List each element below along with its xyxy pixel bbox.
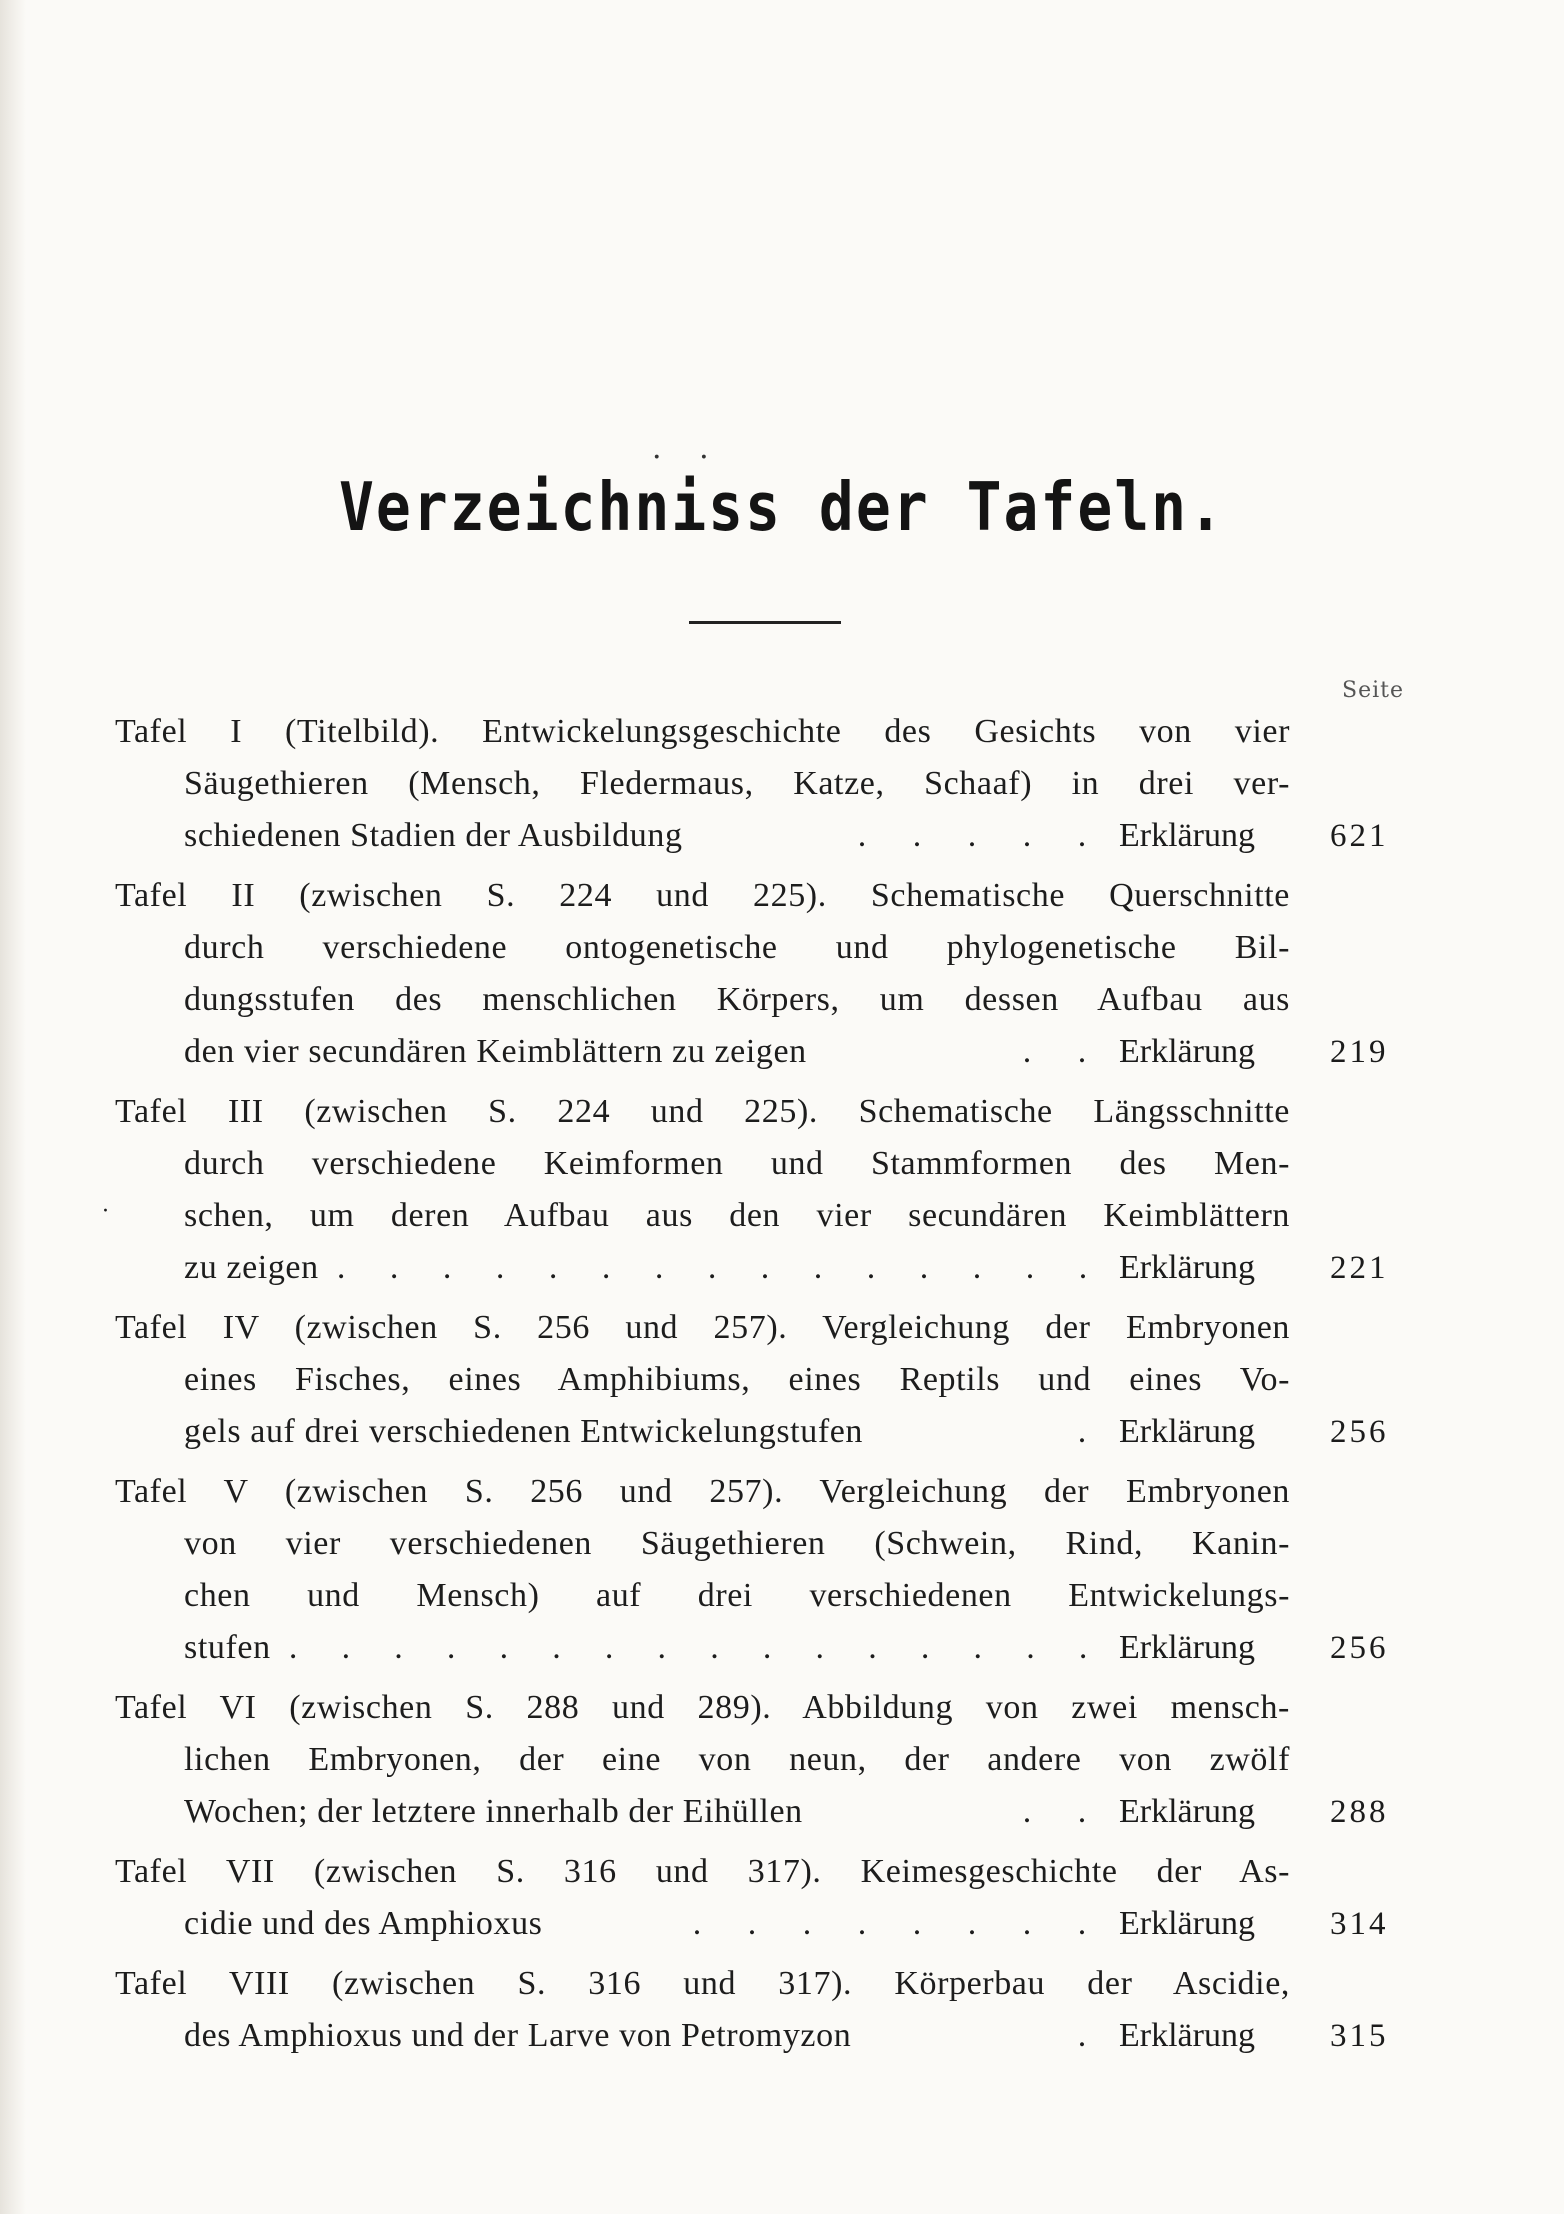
toc-leader-dots: . . (1022, 1793, 1106, 1830)
toc-entry-line (184, 816, 1105, 856)
toc-explanation-label: Erklärung (1119, 1033, 1255, 1070)
toc-entry-heading-line (115, 712, 1290, 752)
toc-entry-heading-line (115, 1308, 1290, 1348)
toc-explanation-label: Erklärung (1119, 2017, 1255, 2054)
toc-entry-text: stufen (184, 1629, 271, 1666)
toc-page-number: 219 (1330, 1034, 1389, 1070)
toc-entry-text: Tafel II (zwischen S. 224 und 225). Schematische Querschnitte (115, 877, 1290, 914)
toc-explanation-label: Erklärung (1119, 1629, 1255, 1666)
toc-entry-line (184, 764, 1290, 804)
toc-leader-dots: . (1077, 2017, 1106, 2054)
toc-entry-text: schiedenen Stadien der Ausbildung (184, 817, 683, 854)
toc-entry-line (184, 1412, 1105, 1452)
ornament-dots: · · (652, 440, 723, 475)
margin-dot: · (102, 1199, 109, 1224)
toc-entry-text: lichen Embryonen, der eine von neun, der andere von zwölf (184, 1741, 1290, 1778)
page-column-label: Seite (1342, 678, 1404, 703)
toc-entry-heading-line (115, 1964, 1290, 2004)
toc-explanation-label: Erklärung (1119, 1793, 1255, 1830)
toc-entry-line (184, 1196, 1290, 1236)
toc-entry-line (184, 980, 1290, 1020)
toc-entry-text: durch verschiedene ontogenetische und phylogenetische Bil- (184, 929, 1290, 966)
toc-explanation-label: Erklärung (1119, 1249, 1255, 1286)
toc-entry-text: Säugethieren (Mensch, Fledermaus, Katze, Schaaf) in drei ver- (184, 765, 1290, 802)
toc-page-number: 256 (1330, 1630, 1389, 1666)
toc-entry-line (184, 1144, 1290, 1184)
toc-leader-dots: . . . . . (857, 817, 1106, 854)
toc-entry-text: Wochen; der letztere innerhalb der Eihüllen (184, 1793, 803, 1830)
toc-entry-text: Tafel V (zwischen S. 256 und 257). Vergleichung der Embryonen (115, 1473, 1290, 1510)
toc-entry-line (184, 1576, 1290, 1616)
toc-leader-dots: . . . . . . . . . . . . . . . . (288, 1629, 1106, 1666)
toc-entry-text: schen, um deren Aufbau aus den vier secundären Keimblättern (184, 1197, 1290, 1234)
toc-entry-text: dungsstufen des menschlichen Körpers, um dessen Aufbau aus (184, 981, 1290, 1018)
page-edge-shadow (0, 0, 26, 2214)
toc-page-number: 288 (1330, 1794, 1389, 1830)
title-rule (689, 621, 841, 624)
toc-entry-heading-line (115, 1852, 1290, 1892)
toc-leader-dots: . (1077, 1413, 1106, 1450)
toc-page-number: 314 (1330, 1906, 1389, 1942)
toc-entry-text: von vier verschiedenen Säugethieren (Schwein, Rind, Kanin- (184, 1525, 1290, 1562)
toc-entry-line (184, 1524, 1290, 1564)
toc-entry-text: zu zeigen (184, 1249, 319, 1286)
toc-explanation-label: Erklärung (1119, 1905, 1255, 1942)
toc-entry-text: cidie und des Amphioxus (184, 1905, 543, 1942)
toc-entry-heading-line (115, 1472, 1290, 1512)
toc-explanation-label: Erklärung (1119, 817, 1255, 854)
toc-leader-dots: . . (1022, 1033, 1106, 1070)
toc-entry-line (184, 1360, 1290, 1400)
toc-entry-text: den vier secundären Keimblättern zu zeigen (184, 1033, 807, 1070)
toc-entry-line (184, 1740, 1290, 1780)
toc-entry-heading-line (115, 1092, 1290, 1132)
toc-page-number: 256 (1330, 1414, 1389, 1450)
toc-entry-line (184, 2016, 1105, 2056)
toc-leader-dots: . . . . . . . . (692, 1905, 1106, 1942)
toc-entry-text: Tafel IV (zwischen S. 256 und 257). Vergleichung der Embryonen (115, 1309, 1290, 1346)
toc-entry-text: Tafel VIII (zwischen S. 316 und 317). Körperbau der Ascidie, (115, 1965, 1290, 2002)
toc-page-number: 315 (1330, 2018, 1389, 2054)
toc-entry-line (184, 1904, 1105, 1944)
toc-page-number: 621 (1330, 818, 1389, 854)
toc-entry-text: des Amphioxus und der Larve von Petromyzon (184, 2017, 852, 2054)
toc-entry-line (184, 1628, 1105, 1668)
toc-entry-line (184, 1792, 1105, 1832)
toc-page-number: 221 (1330, 1250, 1389, 1286)
toc-entry-heading-line (115, 876, 1290, 916)
toc-entry-line (184, 1248, 1105, 1288)
toc-entry-text: Tafel I (Titelbild). Entwickelungsgeschichte des Gesichts von vier (115, 713, 1290, 750)
toc-entry-text: Tafel III (zwischen S. 224 und 225). Schematische Längsschnitte (115, 1093, 1290, 1130)
toc-entry-heading-line (115, 1688, 1290, 1728)
toc-explanation-label: Erklärung (1119, 1413, 1255, 1450)
toc-entry-line (184, 1032, 1105, 1072)
toc-entry-text: gels auf drei verschiedenen Entwickelungstufen (184, 1413, 864, 1450)
toc-leader-dots: . . . . . . . . . . . . . . . (336, 1249, 1106, 1286)
toc-entry-text: eines Fisches, eines Amphibiums, eines Reptils und eines Vo- (184, 1361, 1290, 1398)
toc-entry-text: Tafel VI (zwischen S. 288 und 289). Abbildung von zwei mensch- (115, 1689, 1290, 1726)
toc-entry-line (184, 928, 1290, 968)
toc-entry-text: Tafel VII (zwischen S. 316 und 317). Keimesgeschichte der As- (115, 1853, 1290, 1890)
page-title: Verzeichniss der Tafeln. (338, 468, 1226, 547)
toc-entry-text: chen und Mensch) auf drei verschiedenen Entwickelungs- (184, 1577, 1290, 1614)
toc-entry-text: durch verschiedene Keimformen und Stammformen des Men- (184, 1145, 1290, 1182)
